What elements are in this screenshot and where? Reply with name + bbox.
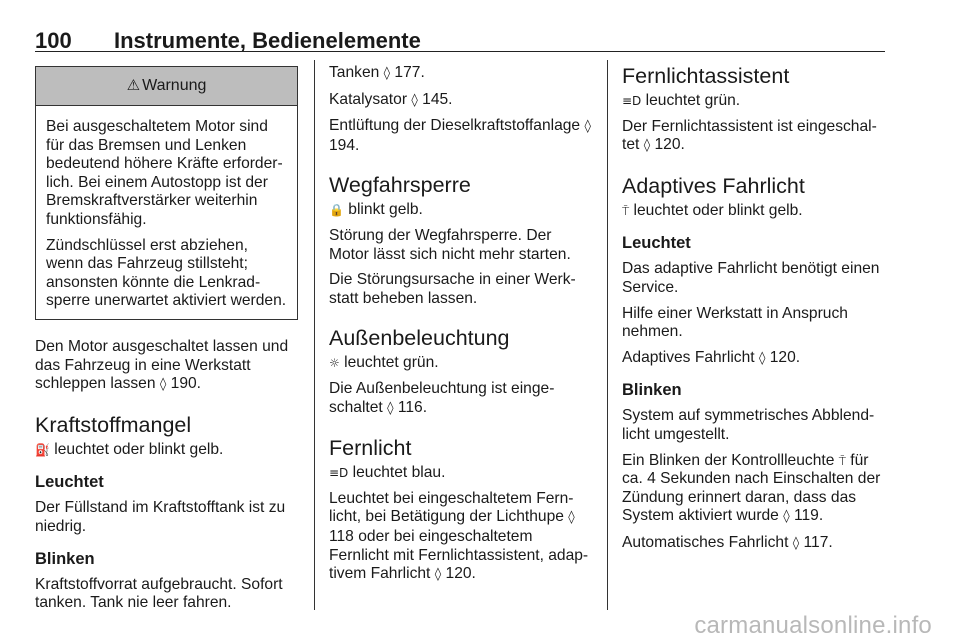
- reference-arrow-icon: ◊: [568, 510, 575, 526]
- warning-box: [35, 66, 298, 320]
- header-rule: [35, 51, 885, 52]
- tow-paragraph: Den Motor ausgeschaltet lassen und das Fahrzeug in eine Werkstatt schleppen lassen ◊ 190.: [35, 337, 289, 393]
- page-reference[interactable]: 120.: [445, 565, 476, 583]
- warning-triangle-icon: ⚠: [126, 76, 141, 94]
- page-number: 100: [35, 28, 72, 53]
- immobilizer-icon: 🔒: [329, 203, 344, 218]
- heading-blinken: Blinken: [622, 381, 682, 400]
- page-title: Instrumente, Bedienelemente: [114, 28, 421, 53]
- adaptive-light-icon: ⍑: [838, 453, 846, 468]
- watermark: carmanualsonline.info: [694, 612, 932, 639]
- page-reference[interactable]: 190.: [170, 375, 201, 393]
- reference-arrow-icon: ◊: [643, 138, 651, 154]
- page-reference[interactable]: 116.: [397, 398, 428, 416]
- page-reference[interactable]: 145.: [422, 90, 453, 108]
- page-reference[interactable]: 120.: [769, 348, 801, 366]
- heading-aussenbeleuchtung: Außenbeleuchtung: [329, 326, 510, 351]
- page-reference[interactable]: 177.: [394, 64, 425, 81]
- auto-fahrlicht-link: Automatisches Fahrlicht ◊ 117.: [622, 533, 833, 551]
- adaptiv-blinken-text-2: Ein Blinken der Kontrollleuchte ⍑ für ca. 4 Sekunden nach Einschalten der Zündung erinnert daran, dass das System aktiviert wurde ◊ 119.: [622, 451, 881, 525]
- heading-fernlichtassistent: Fernlichtassistent: [622, 64, 790, 88]
- aussen-text: Die Außenbeleuchtung ist einge-schaltet ◊ 116.: [329, 379, 555, 416]
- reference-arrow-icon: ◊: [792, 535, 800, 551]
- adaptiv-link: Adaptives Fahrlicht ◊ 120.: [622, 348, 801, 366]
- page-reference[interactable]: 117.: [803, 533, 833, 551]
- heading-kraftstoffmangel: Kraftstoffmangel: [35, 412, 192, 437]
- page-header: [0, 0, 960, 52]
- reference-arrow-icon: ◊: [434, 567, 442, 583]
- page-reference[interactable]: 119.: [793, 507, 824, 525]
- reference-arrow-icon: ◊: [584, 119, 591, 135]
- adaptiv-hilfe-text: Hilfe einer Werkstatt in Anspruch nehmen.: [622, 304, 848, 341]
- page-reference[interactable]: 118: [329, 527, 354, 545]
- reference-arrow-icon: ◊: [383, 66, 391, 81]
- high-beam-icon: ≡D: [329, 466, 349, 481]
- reference-arrow-icon: ◊: [783, 509, 790, 525]
- warning-body: [36, 106, 297, 319]
- high-beam-assist-icon: ≡D: [622, 94, 642, 108]
- warning-title: Warnung: [142, 76, 207, 94]
- kraftstoff-status: ⛽ leuchtet oder blinkt gelb.: [35, 440, 224, 458]
- wegfahrsperre-status: 🔒 blinkt gelb.: [329, 201, 423, 219]
- warning-paragraph-1: Bei ausgeschaltetem Motor sind für das Bremsen und Lenken bedeutend höhere Kräfte erforder-lich. Bei einem Autostopp ist der Bremskraftverstärker weiterhin funktionsfähig.: [46, 118, 283, 228]
- heading-fernlicht: Fernlicht: [329, 436, 412, 461]
- tanken-ref: Tanken ◊ 177.: [329, 64, 425, 81]
- fernlicht-text: Leuchtet bei eingeschaltetem Fern-licht, bei Betätigung der Lichthupe ◊ 118 oder bei eingeschaltetem Fernlicht mit Fernlichtassistent, adap-tivem Fahrlicht ◊ 120.: [329, 489, 589, 583]
- entlueftung-ref: Entlüftung der Dieselkraftstoffanlage ◊ 194.: [329, 117, 591, 154]
- reference-arrow-icon: ◊: [758, 350, 766, 366]
- adaptive-light-icon: ⍑: [622, 203, 630, 218]
- column-2: [329, 64, 591, 592]
- page-reference[interactable]: 194.: [329, 136, 360, 154]
- reference-arrow-icon: ◊: [159, 377, 167, 393]
- adaptiv-blinken-text: System auf symmetrisches Abblend-licht umgestellt.: [622, 407, 875, 443]
- kraftstoff-leuchtet-text: Der Füllstand im Kraftstofftank ist zu niedrig.: [35, 499, 286, 535]
- fuel-pump-icon: ⛽: [35, 442, 50, 457]
- assistent-status: ≡D leuchtet grün.: [622, 92, 741, 109]
- heading-adaptives-fahrlicht: Adaptives Fahrlicht: [622, 173, 805, 198]
- adaptiv-leuchtet-text: Das adaptive Fahrlicht benötigt einen Service.: [622, 260, 880, 296]
- assistent-text: Der Fernlichtassistent ist eingeschal-tet ◊ 120.: [622, 117, 877, 154]
- heading-blinken: Blinken: [35, 549, 95, 568]
- katalysator-ref: Katalysator ◊ 145.: [329, 90, 453, 108]
- wegfahrsperre-text-2: Die Störungsursache in einer Werk-statt beheben lassen.: [329, 271, 576, 307]
- column-3: [622, 64, 887, 561]
- aussen-status: ☼ leuchtet grün.: [329, 354, 439, 372]
- warning-header: [36, 67, 297, 106]
- reference-arrow-icon: ◊: [411, 92, 418, 108]
- wegfahrsperre-text-1: Störung der Wegfahrsperre. Der Motor lässt sich nicht mehr starten.: [329, 226, 571, 263]
- column-1: [35, 64, 298, 620]
- heading-leuchtet: Leuchtet: [35, 473, 104, 492]
- heading-wegfahrsperre: Wegfahrsperre: [329, 173, 471, 198]
- adaptiv-status: ⍑ leuchtet oder blinkt gelb.: [622, 201, 803, 219]
- warning-paragraph-2: Zündschlüssel erst abziehen, wenn das Fahrzeug stillsteht; ansonsten könnte die Lenkrad-sperre unerwartet aktiviert werden.: [46, 236, 287, 310]
- column-divider-1: [314, 60, 315, 610]
- exterior-light-icon: ☼: [329, 356, 340, 371]
- reference-arrow-icon: ◊: [387, 400, 394, 416]
- column-divider-2: [607, 60, 608, 610]
- fernlicht-status: ≡D leuchtet blau.: [329, 464, 446, 482]
- kraftstoff-blinken-text: Kraftstoffvorrat aufgebraucht. Sofort tanken. Tank nie leer fahren.: [35, 575, 283, 612]
- page-reference[interactable]: 120.: [654, 136, 685, 154]
- heading-leuchtet: Leuchtet: [622, 234, 691, 253]
